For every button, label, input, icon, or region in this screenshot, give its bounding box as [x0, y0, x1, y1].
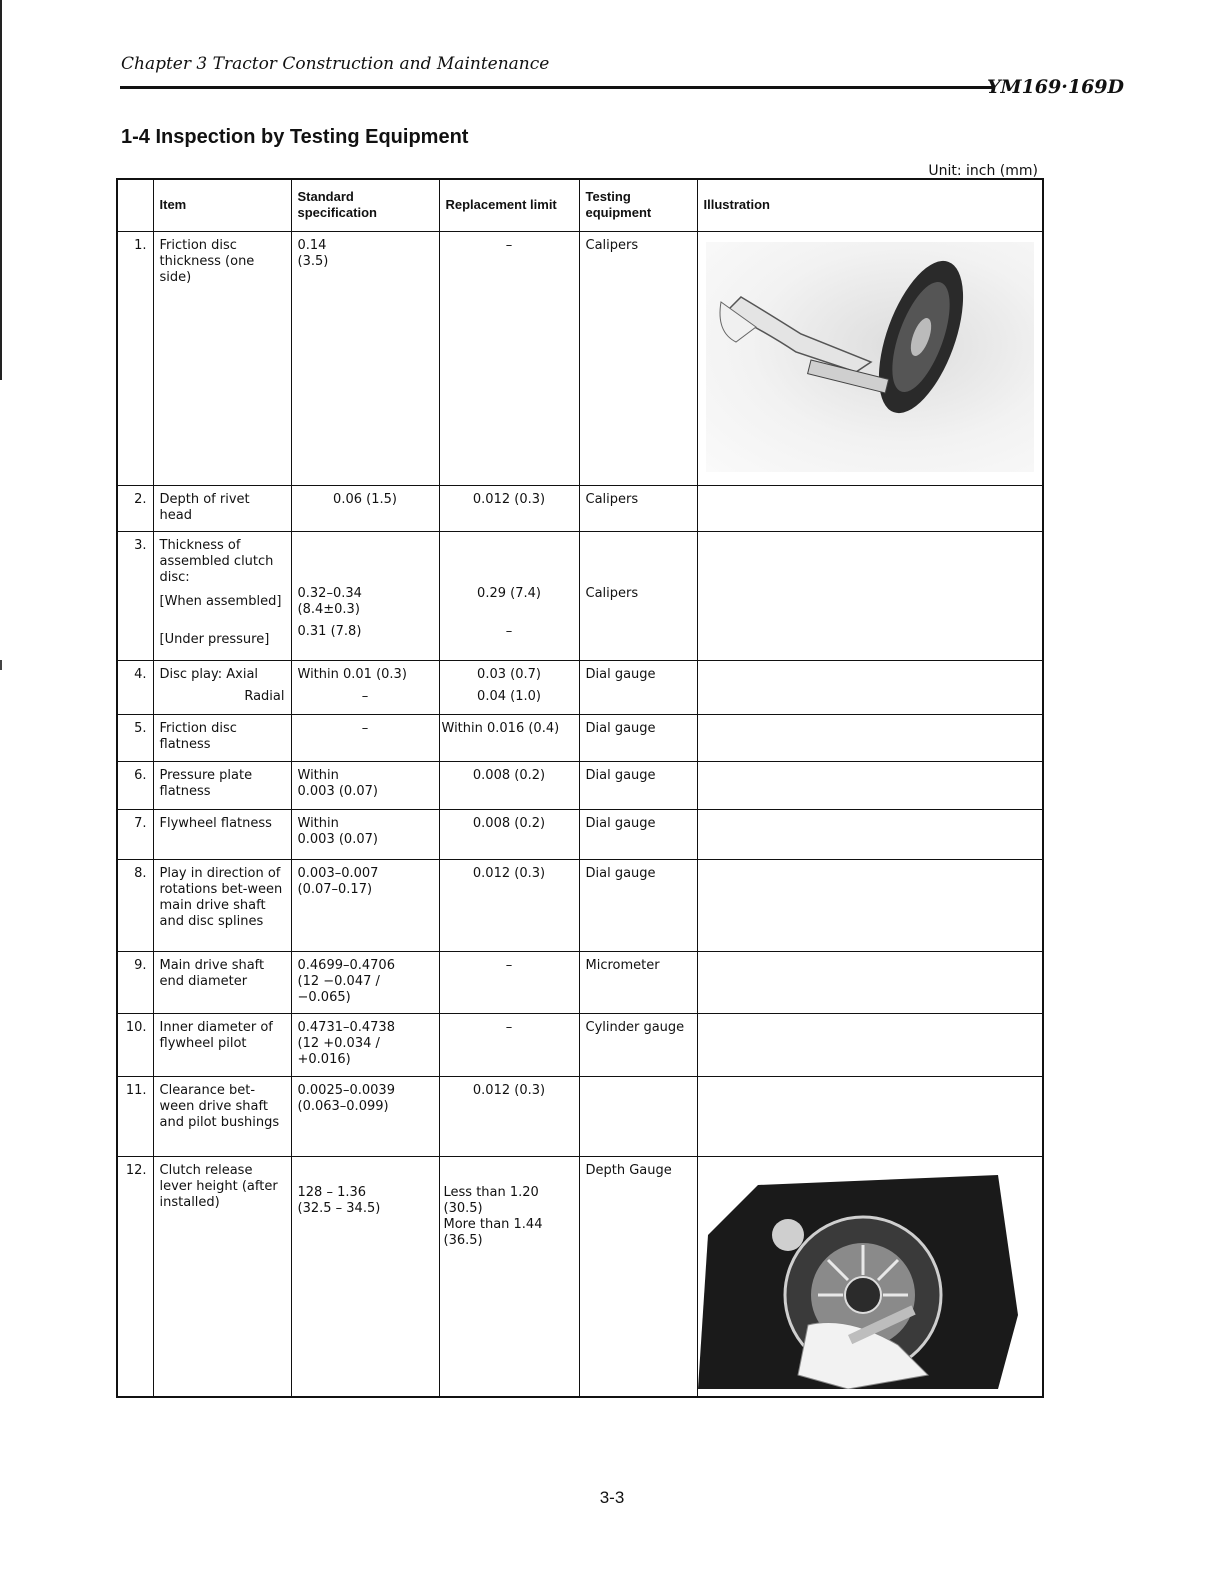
row-item: Clearance bet-ween drive shaft and pilot bushings — [153, 1076, 291, 1156]
row-standard — [291, 532, 439, 660]
row-number: 7. — [117, 810, 153, 860]
table-row — [117, 1156, 1043, 1397]
row-equipment: Cylinder gauge — [579, 1014, 697, 1076]
row-item-under-pressure: [Under pressure] — [159, 632, 270, 648]
row-equipment: Depth Gauge — [579, 1156, 697, 1397]
row-item: Flywheel flatness — [153, 810, 291, 860]
header-standard: Standard specification — [291, 179, 439, 231]
row-limit-b: 0.04 (1.0) — [477, 688, 541, 704]
row-number: 9. — [117, 952, 153, 1014]
page-number: 3-3 — [599, 1488, 625, 1507]
row-item: Pressure plate flatness — [153, 761, 291, 809]
illustration-cell — [697, 1156, 1043, 1397]
header-equipment: Testing equipment — [579, 179, 697, 231]
illustration-cell — [697, 486, 1043, 532]
row-standard-b: 0.31 (7.8) — [297, 624, 362, 640]
row-number: 10. — [117, 1014, 153, 1076]
row-item-label: Thickness of assembled clutch disc: — [159, 538, 274, 586]
table-row — [117, 952, 1043, 1014]
row-item: Friction disc flatness — [153, 714, 291, 761]
row-standard: 0.4731–0.4738 (12 +0.034 / +0.016) — [291, 1014, 439, 1076]
row-limit: – — [439, 231, 579, 486]
row-equipment: Calipers — [579, 231, 697, 486]
row-standard-a: 0.32–0.34 (8.4±0.3) — [297, 586, 362, 618]
row-item — [153, 532, 291, 660]
row-item: Depth of rivet head — [153, 486, 291, 532]
row-item: Clutch release lever height (after installed) — [153, 1156, 291, 1397]
header-illustration: Illustration — [697, 179, 1043, 231]
row-item-radial: Radial — [244, 688, 285, 704]
row-standard-a: Within 0.01 (0.3) — [297, 666, 407, 682]
row-equipment: Dial gauge — [579, 761, 697, 809]
row-limit — [439, 532, 579, 660]
friction-disc-photo — [706, 242, 1035, 472]
table-row — [117, 486, 1043, 532]
row-limit: – — [439, 1014, 579, 1076]
chapter-title: Chapter 3 Tractor Construction and Maintenance — [121, 54, 550, 74]
calipers-measuring-disc-image — [706, 242, 1036, 472]
header-number — [117, 179, 153, 231]
row-number: 8. — [117, 860, 153, 952]
header-limit: Replacement limit — [439, 179, 579, 231]
illustration-cell — [697, 231, 1043, 486]
row-item: Play in direction of rotations bet-ween main drive shaft and disc splines — [153, 860, 291, 952]
header-rule — [120, 86, 992, 89]
row-item: Inner diameter of flywheel pilot — [153, 1014, 291, 1076]
row-limit: 0.008 (0.2) — [439, 810, 579, 860]
row-number: 2. — [117, 486, 153, 532]
row-limit: 0.012 (0.3) — [439, 1076, 579, 1156]
row-standard: Within 0.003 (0.07) — [291, 810, 439, 860]
clutch-assembly-image — [698, 1175, 1042, 1389]
illustration-cell — [697, 1076, 1043, 1156]
row-equipment — [579, 532, 697, 660]
row-number: 5. — [117, 714, 153, 761]
header-item: Item — [153, 179, 291, 231]
row-standard-b: – — [361, 688, 369, 704]
row-item-axial: Disc play: Axial — [159, 666, 259, 682]
row-equipment-label: Calipers — [585, 586, 639, 602]
table-row — [117, 660, 1043, 714]
table-row — [117, 810, 1043, 860]
row-item: Friction disc thickness (one side) — [153, 231, 291, 486]
row-standard: 0.003–0.007 (0.07–0.17) — [291, 860, 439, 952]
row-standard — [291, 660, 439, 714]
row-limit-a: 0.03 (0.7) — [477, 666, 541, 682]
row-equipment: Dial gauge — [579, 714, 697, 761]
illustration-cell — [697, 714, 1043, 761]
illustration-cell — [697, 1014, 1043, 1076]
illustration-cell — [697, 860, 1043, 952]
row-equipment: Micrometer — [579, 952, 697, 1014]
row-limit: 0.012 (0.3) — [439, 860, 579, 952]
row-number: 1. — [117, 231, 153, 486]
row-limit-b: – — [505, 624, 513, 640]
illustration-cell — [697, 952, 1043, 1014]
page-edge-mark — [0, 660, 2, 670]
row-number: 4. — [117, 660, 153, 714]
row-equipment: Dial gauge — [579, 860, 697, 952]
row-number: 3. — [117, 532, 153, 660]
section-title: 1-4 Inspection by Testing Equipment — [121, 126, 469, 148]
row-limit-a: 0.29 (7.4) — [477, 586, 541, 602]
row-number: 11. — [117, 1076, 153, 1156]
table-row — [117, 532, 1043, 660]
row-item — [153, 660, 291, 714]
page-edge-rule — [0, 0, 2, 380]
row-limit: 0.012 (0.3) — [439, 486, 579, 532]
row-limit: – — [439, 952, 579, 1014]
row-equipment: Dial gauge — [579, 660, 697, 714]
row-limit: 0.008 (0.2) — [439, 761, 579, 809]
row-standard: 0.14 (3.5) — [291, 231, 439, 486]
table-row — [117, 231, 1043, 486]
row-standard: 0.06 (1.5) — [291, 486, 439, 532]
unit-note: Unit: inch (mm) — [928, 163, 1038, 179]
row-number: 12. — [117, 1156, 153, 1397]
table-row — [117, 714, 1043, 761]
row-standard: 128 – 1.36 (32.5 – 34.5) — [291, 1156, 439, 1397]
illustration-cell — [697, 532, 1043, 660]
row-standard: – — [291, 714, 439, 761]
row-equipment — [579, 1076, 697, 1156]
row-number: 6. — [117, 761, 153, 809]
table-row — [117, 761, 1043, 809]
illustration-cell — [697, 660, 1043, 714]
illustration-cell — [697, 761, 1043, 809]
row-limit: Less than 1.20 (30.5) More than 1.44 (36.5) — [439, 1156, 579, 1397]
table-row — [117, 860, 1043, 952]
row-standard: 0.4699–0.4706 (12 −0.047 / −0.065) — [291, 952, 439, 1014]
clutch-lever-photo — [698, 1175, 1043, 1389]
row-standard: 0.0025–0.0039 (0.063–0.099) — [291, 1076, 439, 1156]
inspection-table — [116, 178, 1044, 1398]
illustration-cell — [697, 810, 1043, 860]
row-item-when-assembled: [When assembled] — [159, 594, 282, 610]
table-header-row — [117, 179, 1043, 231]
row-limit: Within 0.016 (0.4) — [439, 714, 579, 761]
row-limit — [439, 660, 579, 714]
table-row — [117, 1014, 1043, 1076]
model-label: YM169·169D — [986, 76, 1124, 98]
row-standard: Within 0.003 (0.07) — [291, 761, 439, 809]
row-item: Main drive shaft end diameter — [153, 952, 291, 1014]
row-equipment: Calipers — [579, 486, 697, 532]
table-row — [117, 1076, 1043, 1156]
row-equipment: Dial gauge — [579, 810, 697, 860]
